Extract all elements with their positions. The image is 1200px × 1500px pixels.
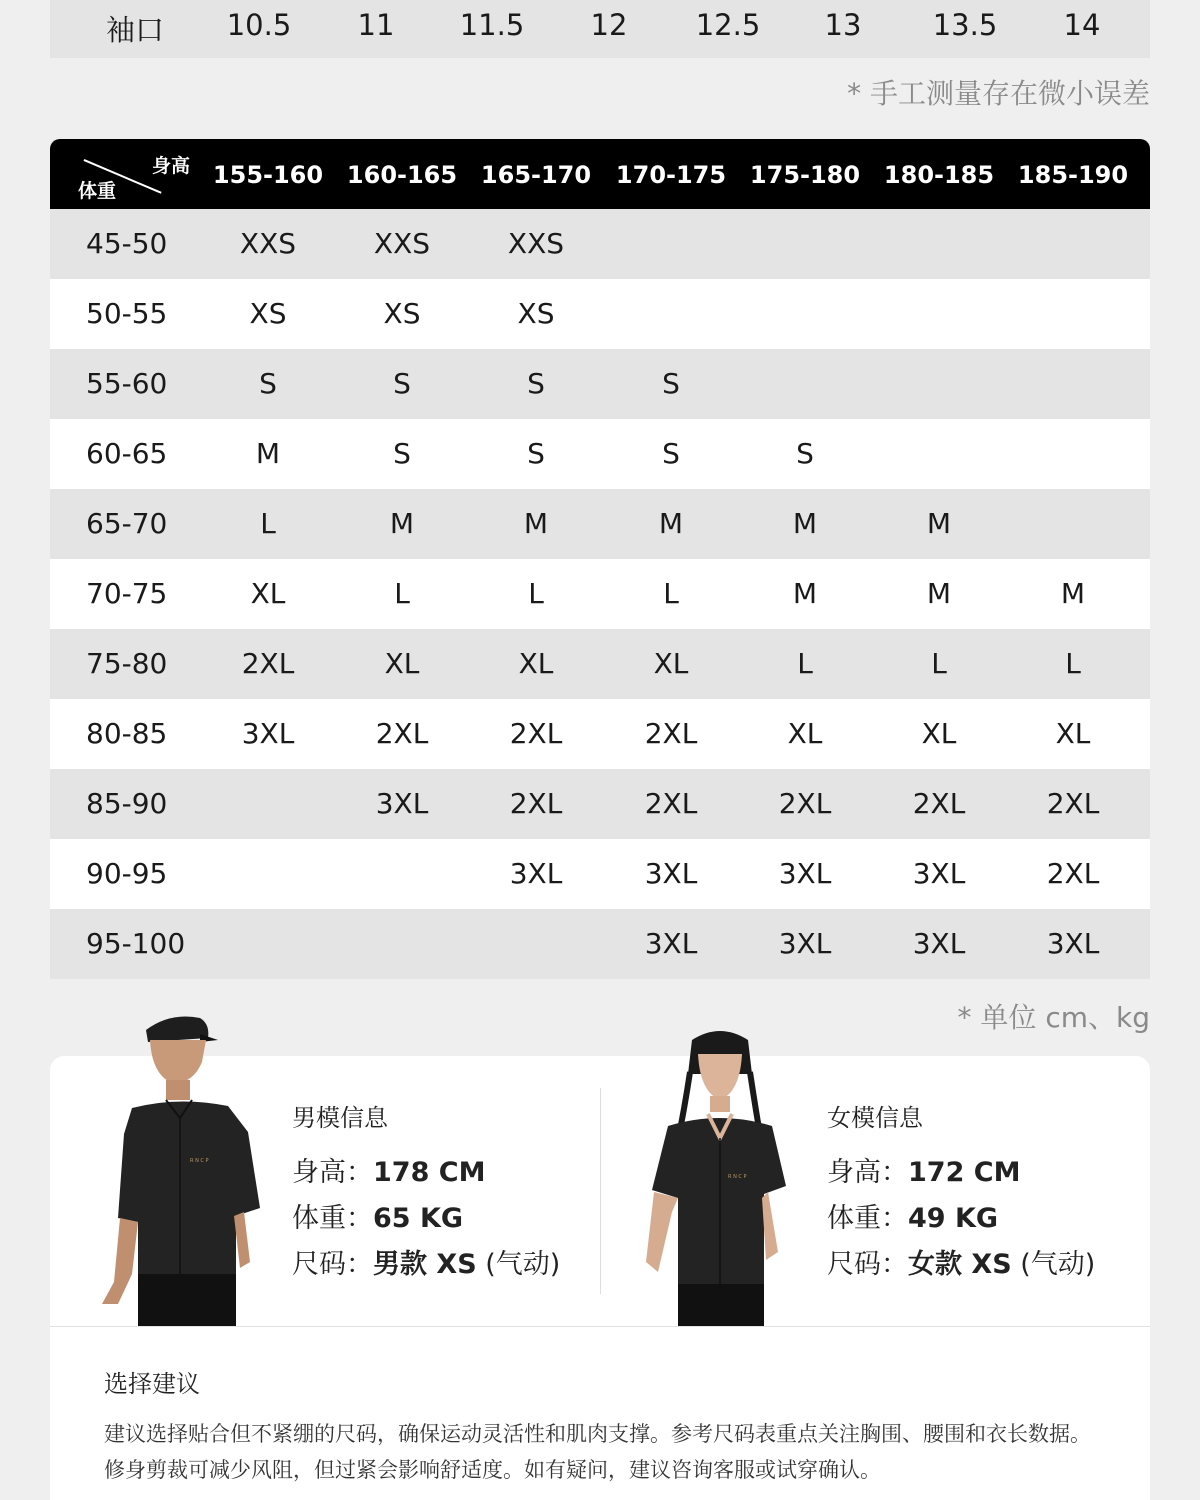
size-cell: 3XL (778, 857, 832, 890)
male-size-label: 尺码： (292, 1249, 373, 1280)
table-row (50, 699, 1150, 769)
size-cell: M (792, 507, 818, 540)
header-height: 155-160 (212, 161, 324, 189)
cuff-label: 袖口 (105, 13, 165, 47)
size-cell: M (792, 577, 818, 610)
size-cell: 3XL (644, 857, 698, 890)
male-model-title: 男模信息 (292, 1104, 388, 1132)
cuff-value: 11.5 (459, 8, 525, 42)
cuff-value: 12.5 (695, 8, 761, 42)
size-cell: 3XL (509, 857, 563, 890)
row-weight: 70-75 (86, 577, 168, 610)
size-cell: 3XL (375, 787, 429, 820)
header-height: 180-185 (883, 161, 995, 189)
size-cell: XL (250, 577, 286, 610)
cuff-value: 12 (590, 8, 628, 42)
size-cell: XL (787, 717, 823, 750)
size-cell: XXS (239, 227, 297, 260)
male-height (292, 1150, 485, 1189)
size-cell: XXS (373, 227, 431, 260)
male-jersey-logo: R N C P (190, 1158, 209, 1164)
size-cell: S (393, 437, 411, 470)
size-cell: 3XL (241, 717, 295, 750)
size-cell: 2XL (509, 717, 563, 750)
size-cell: 2XL (375, 717, 429, 750)
size-cell: 3XL (1046, 927, 1100, 960)
female-model-photo (628, 1022, 808, 1326)
table-row (50, 769, 1150, 839)
size-cell: S (393, 367, 411, 400)
female-model-title: 女模信息 (827, 1104, 923, 1132)
female-size (827, 1242, 1095, 1281)
size-cell: L (394, 577, 410, 610)
size-cell: XL (1055, 717, 1091, 750)
row-weight: 45-50 (86, 227, 168, 260)
male-size (292, 1242, 560, 1281)
cuff-value: 11 (357, 8, 395, 42)
female-height-value: 172 CM (908, 1157, 1021, 1188)
size-cell: 2XL (1046, 787, 1100, 820)
advice-title: 选择建议 (104, 1370, 200, 1398)
size-cell: M (658, 507, 684, 540)
header-height: 185-190 (1017, 161, 1129, 189)
size-cell: S (527, 437, 545, 470)
size-table (50, 139, 1150, 979)
size-cell: S (662, 437, 680, 470)
models-divider (600, 1088, 601, 1294)
cuff-value: 13 (824, 8, 862, 42)
header-height: 160-165 (346, 161, 458, 189)
row-weight: 90-95 (86, 857, 168, 890)
size-cell: M (926, 577, 952, 610)
corner-weight-label: 体重 (78, 180, 117, 202)
size-cell: XS (383, 297, 421, 330)
size-cell: 2XL (644, 717, 698, 750)
row-weight: 65-70 (86, 507, 168, 540)
unit-note: * 单位 cm、kg (957, 1001, 1150, 1034)
size-cell: 3XL (644, 927, 698, 960)
male-weight-value: 65 KG (373, 1203, 464, 1234)
male-weight-label: 体重： (292, 1203, 373, 1234)
size-cell: L (528, 577, 544, 610)
size-cell: S (796, 437, 814, 470)
female-weight (827, 1196, 998, 1235)
size-cell: 3XL (778, 927, 832, 960)
size-cell: M (926, 507, 952, 540)
female-jersey-logo: R N C P (728, 1174, 747, 1180)
table-row (50, 209, 1150, 279)
female-size-suffix: (气动) (1011, 1249, 1096, 1280)
female-height (827, 1150, 1020, 1189)
size-cell: XS (249, 297, 287, 330)
size-cell: M (255, 437, 281, 470)
table-row (50, 279, 1150, 349)
table-header (50, 139, 1150, 209)
row-weight: 60-65 (86, 437, 168, 470)
size-cell: 2XL (778, 787, 832, 820)
size-cell: XL (653, 647, 689, 680)
row-weight: 50-55 (86, 297, 168, 330)
size-cell: XS (517, 297, 555, 330)
size-cell: 3XL (912, 927, 966, 960)
table-row (50, 489, 1150, 559)
size-cell: L (797, 647, 813, 680)
row-weight: 95-100 (86, 927, 186, 960)
size-cell: S (259, 367, 277, 400)
table-row (50, 419, 1150, 489)
female-weight-value: 49 KG (908, 1203, 999, 1234)
size-cell: L (663, 577, 679, 610)
corner-height-label: 身高 (151, 155, 190, 177)
size-cell: M (1060, 577, 1086, 610)
size-cell: 2XL (644, 787, 698, 820)
measurement-note: * 手工测量存在微小误差 (847, 77, 1150, 110)
table-row (50, 839, 1150, 909)
table-row (50, 349, 1150, 419)
male-weight (292, 1196, 463, 1235)
row-weight: 55-60 (86, 367, 168, 400)
female-height-label: 身高： (827, 1157, 908, 1188)
cuff-value: 10.5 (226, 8, 292, 42)
cuff-value: 13.5 (932, 8, 998, 42)
size-cell: XL (921, 717, 957, 750)
size-cell: S (662, 367, 680, 400)
cuff-value: 14 (1063, 8, 1101, 42)
size-cell: L (260, 507, 276, 540)
table-row (50, 909, 1150, 979)
size-cell: M (523, 507, 549, 540)
table-corner (70, 147, 190, 203)
male-height-value: 178 CM (373, 1157, 486, 1188)
male-size-value: 男款 XS (373, 1249, 477, 1280)
card-divider (50, 1326, 1150, 1327)
female-size-label: 尺码： (827, 1249, 908, 1280)
table-body (50, 209, 1150, 979)
table-row (50, 559, 1150, 629)
size-cell: 3XL (912, 857, 966, 890)
size-cell: XXS (507, 227, 565, 260)
size-cell: L (931, 647, 947, 680)
model-info-card (50, 1056, 1150, 1500)
female-size-value: 女款 XS (908, 1249, 1012, 1280)
male-model-photo (88, 1012, 288, 1326)
header-height: 165-170 (480, 161, 592, 189)
size-cell: XL (384, 647, 420, 680)
header-height: 170-175 (615, 161, 727, 189)
size-cell: 2XL (912, 787, 966, 820)
female-weight-label: 体重： (827, 1203, 908, 1234)
header-height: 175-180 (749, 161, 861, 189)
size-cell: S (527, 367, 545, 400)
male-size-suffix: (气动) (476, 1249, 561, 1280)
row-weight: 80-85 (86, 717, 168, 750)
advice-text: 建议选择贴合但不紧绷的尺码，确保运动灵活性和肌肉支撑。参考尺码表重点关注胸围、腰围和衣长数据。修身剪裁可减少风阻，但过紧会影响舒适度。如有疑问，建议咨询客服或试穿确认。 (104, 1422, 1091, 1482)
row-weight: 75-80 (86, 647, 168, 680)
row-weight: 85-90 (86, 787, 168, 820)
size-cell: M (389, 507, 415, 540)
size-cell: 2XL (1046, 857, 1100, 890)
cuff-row (50, 0, 1150, 58)
size-cell: L (1065, 647, 1081, 680)
size-cell: 2XL (509, 787, 563, 820)
male-height-label: 身高： (292, 1157, 373, 1188)
size-cell: XL (518, 647, 554, 680)
table-row (50, 629, 1150, 699)
size-cell: 2XL (241, 647, 295, 680)
